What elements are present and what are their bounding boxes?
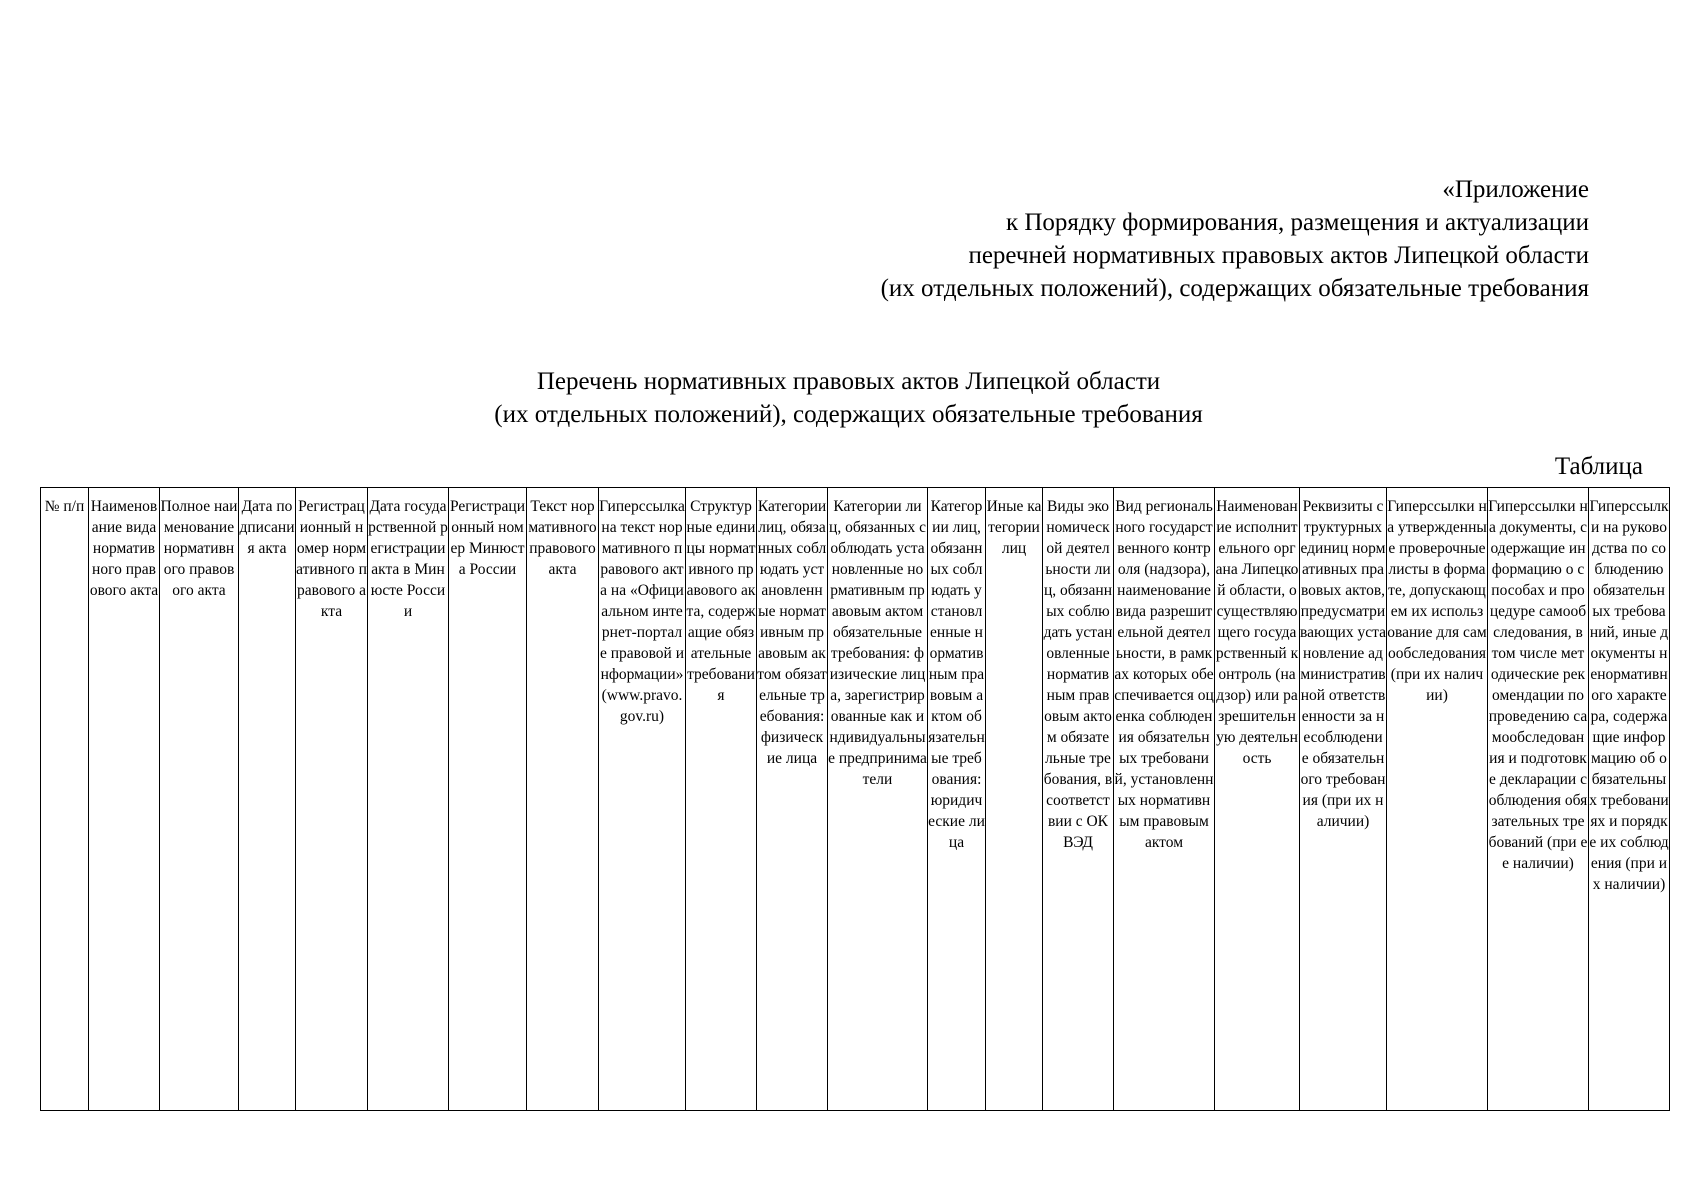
column-header: Категории лиц, обязанных соблюдать установленные нормативным правовым актом обязательные требования: физические лица (757, 488, 828, 1111)
column-header: Гиперссылки на утвержденные проверочные листы в формате, допускающем их использование для самообследования (при их наличии) (1387, 488, 1488, 1111)
column-header: Иные категории лиц (986, 488, 1043, 1111)
column-header: Наименование вида нормативного правового акта (89, 488, 160, 1111)
column-header: Дата подписания акта (239, 488, 296, 1111)
column-header: Реквизиты структурных единиц нормативных правовых актов, предусматривающих установление административной ответственности за несоблюдение обязательного требования (при их наличии) (1300, 488, 1387, 1111)
appendix-line: «Приложение (1442, 176, 1589, 203)
column-header: Дата государственной регистрации акта в Минюсте России (368, 488, 449, 1111)
document-title (0, 365, 1697, 431)
appendix-line: к Порядку формирования, размещения и актуализации (1005, 209, 1589, 236)
column-header: Гиперссылки на руководства по соблюдению обязательных требований, иные документы ненормативного характера, содержащие информацию об обязательных требованиях и порядке их соблюдения (при их наличии) (1589, 488, 1670, 1111)
column-header: Наименование исполнительного органа Липецкой области, осуществляющего государственный контроль (надзор) или разрешительную деятельность (1215, 488, 1300, 1111)
table-label: Таблица (1554, 453, 1643, 480)
column-header: Вид регионального государственного контроля (надзора), наименование вида разрешительной деятельности, в рамках которых обеспечивается оценка соблюдения обязательных требований, установленных нормативным правовым актом (1114, 488, 1215, 1111)
title-line: (их отдельных положений), содержащих обязательные требования (494, 401, 1203, 428)
table-header-row (41, 488, 1670, 1111)
column-header: Категории лиц, обязанных соблюдать установленные нормативным правовым актом обязательные требования: физические лица, зарегистрированные как индивидуальные предприниматели (828, 488, 928, 1111)
column-header: Регистрационный номер нормативного правового акта (296, 488, 368, 1111)
column-header: Текст нормативного правового акта (527, 488, 599, 1111)
title-line: Перечень нормативных правовых актов Липецкой области (536, 368, 1161, 395)
column-header: Структурные единицы нормативного правового акта, содержащие обязательные требования (686, 488, 757, 1111)
column-header: Гиперссылки на документы, содержащие информацию о способах и процедуре самообследования, в том числе методические рекомендации по проведению самообследования и подготовке декларации соблюдения обязательных требований (при ее наличии) (1488, 488, 1589, 1111)
appendix-line: (их отдельных положений), содержащих обязательные требования (880, 275, 1589, 302)
requirements-table (40, 487, 1670, 1111)
column-header: Категории лиц, обязанных соблюдать установленные нормативным правовым актом обязательные требования: юридические лица (928, 488, 986, 1111)
column-header: Гиперссылка на текст нормативного правового акта на «Официальном интернет-портале правовой информации» (www.pravo.gov.ru) (599, 488, 686, 1111)
appendix-heading (881, 173, 1589, 305)
column-header: Регистрационный номер Минюста России (449, 488, 527, 1111)
column-header: Полное наименование нормативного правового акта (160, 488, 239, 1111)
appendix-line: перечней нормативных правовых актов Липецкой области (968, 242, 1589, 269)
column-header: Виды экономической деятельности лиц, обязанных соблюдать установленные нормативным правовым актом обязательные требования, в соответствии с ОКВЭД (1043, 488, 1114, 1111)
column-header: № п/п (41, 488, 89, 1111)
